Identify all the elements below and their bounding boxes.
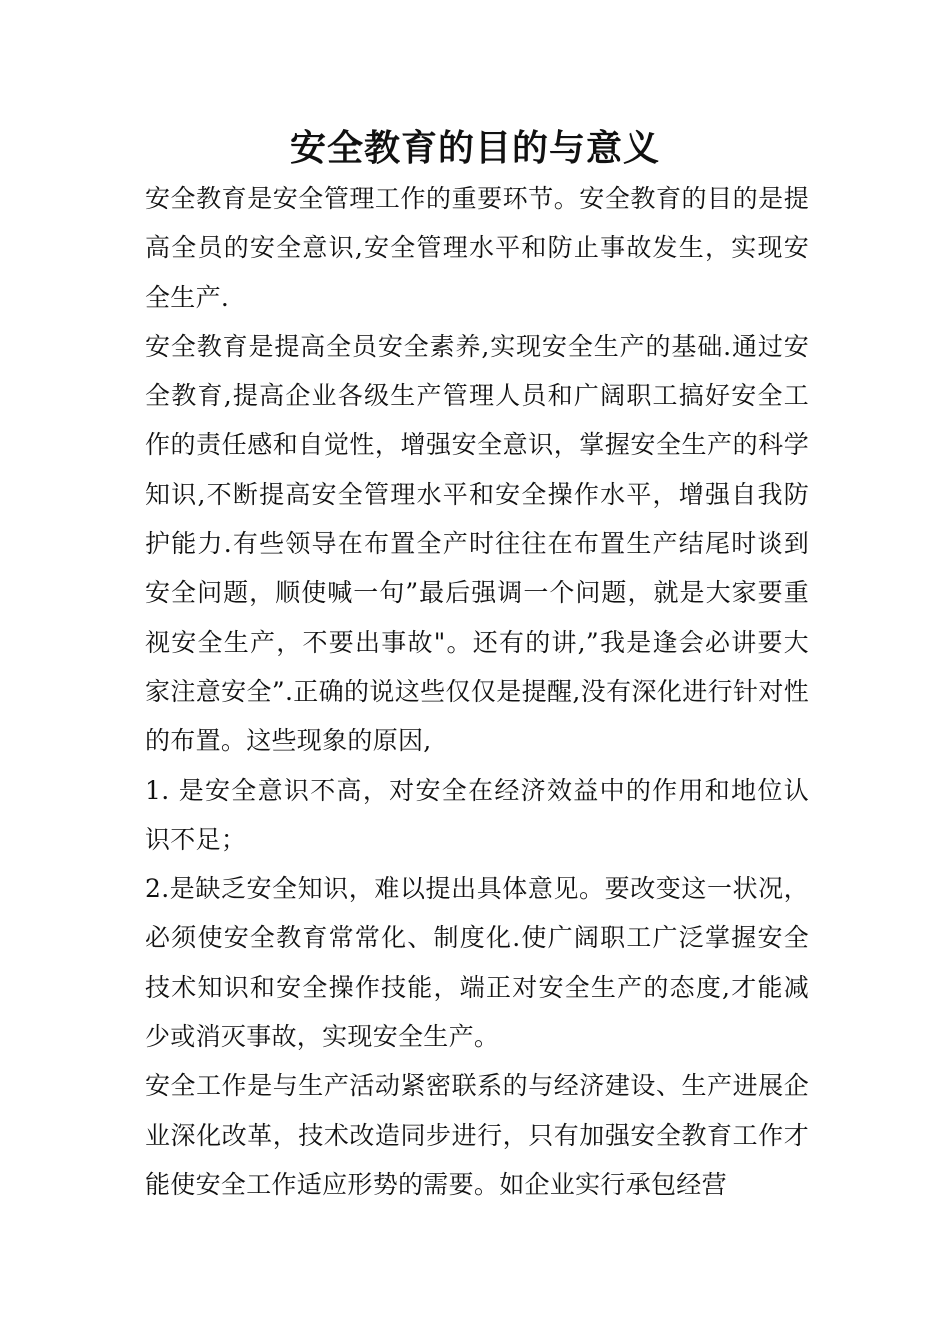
paragraph-reason-2: 2.是缺乏安全知识，难以提出具体意见。要改变这一状况，必须使安全教育常常化、制度化.使广阔职工广泛掌握安全技术知识和安全操作技能，端正对安全生产的态度,才能减少或消灭事故，实现安全生产。 <box>145 874 809 1052</box>
paragraph-reason-1: 1. 是安全意识不高，对安全在经济效益中的作用和地位认识不足； <box>145 775 809 854</box>
document-body <box>145 174 809 1209</box>
paragraph-production: 安全工作是与生产活动紧密联系的与经济建设、生产进展企业深化改革，技术改造同步进行，只有加强安全教育工作才能使安全工作适应形势的需要。如企业实行承包经营 <box>145 1071 809 1199</box>
paragraph-foundation: 安全教育是提高全员安全素养,实现安全生产的基础.通过安全教育,提高企业各级生产管理人员和广阔职工搞好安全工作的责任感和自觉性，增强安全意识，掌握安全生产的科学知识,不断提高安全管理水平和安全操作水平，增强自我防护能力.有些领导在布置全产时往往在布置生产结尾时谈到安全问题，顺使喊一句”最后强调一个问题，就是大家要重视安全生产，不要出事故"。还有的讲,”我是逢会必讲要大家注意安全”.正确的说这些仅仅是提醒,没有深化进行针对性的布置。这些现象的原因, <box>145 331 809 756</box>
paragraph-purpose: 安全教育是安全管理工作的重要环节。安全教育的目的是提高全员的安全意识,安全管理水平和防止事故发生，实现安全生产. <box>145 184 809 312</box>
document-title: 安全教育的目的与意义 <box>289 127 660 169</box>
